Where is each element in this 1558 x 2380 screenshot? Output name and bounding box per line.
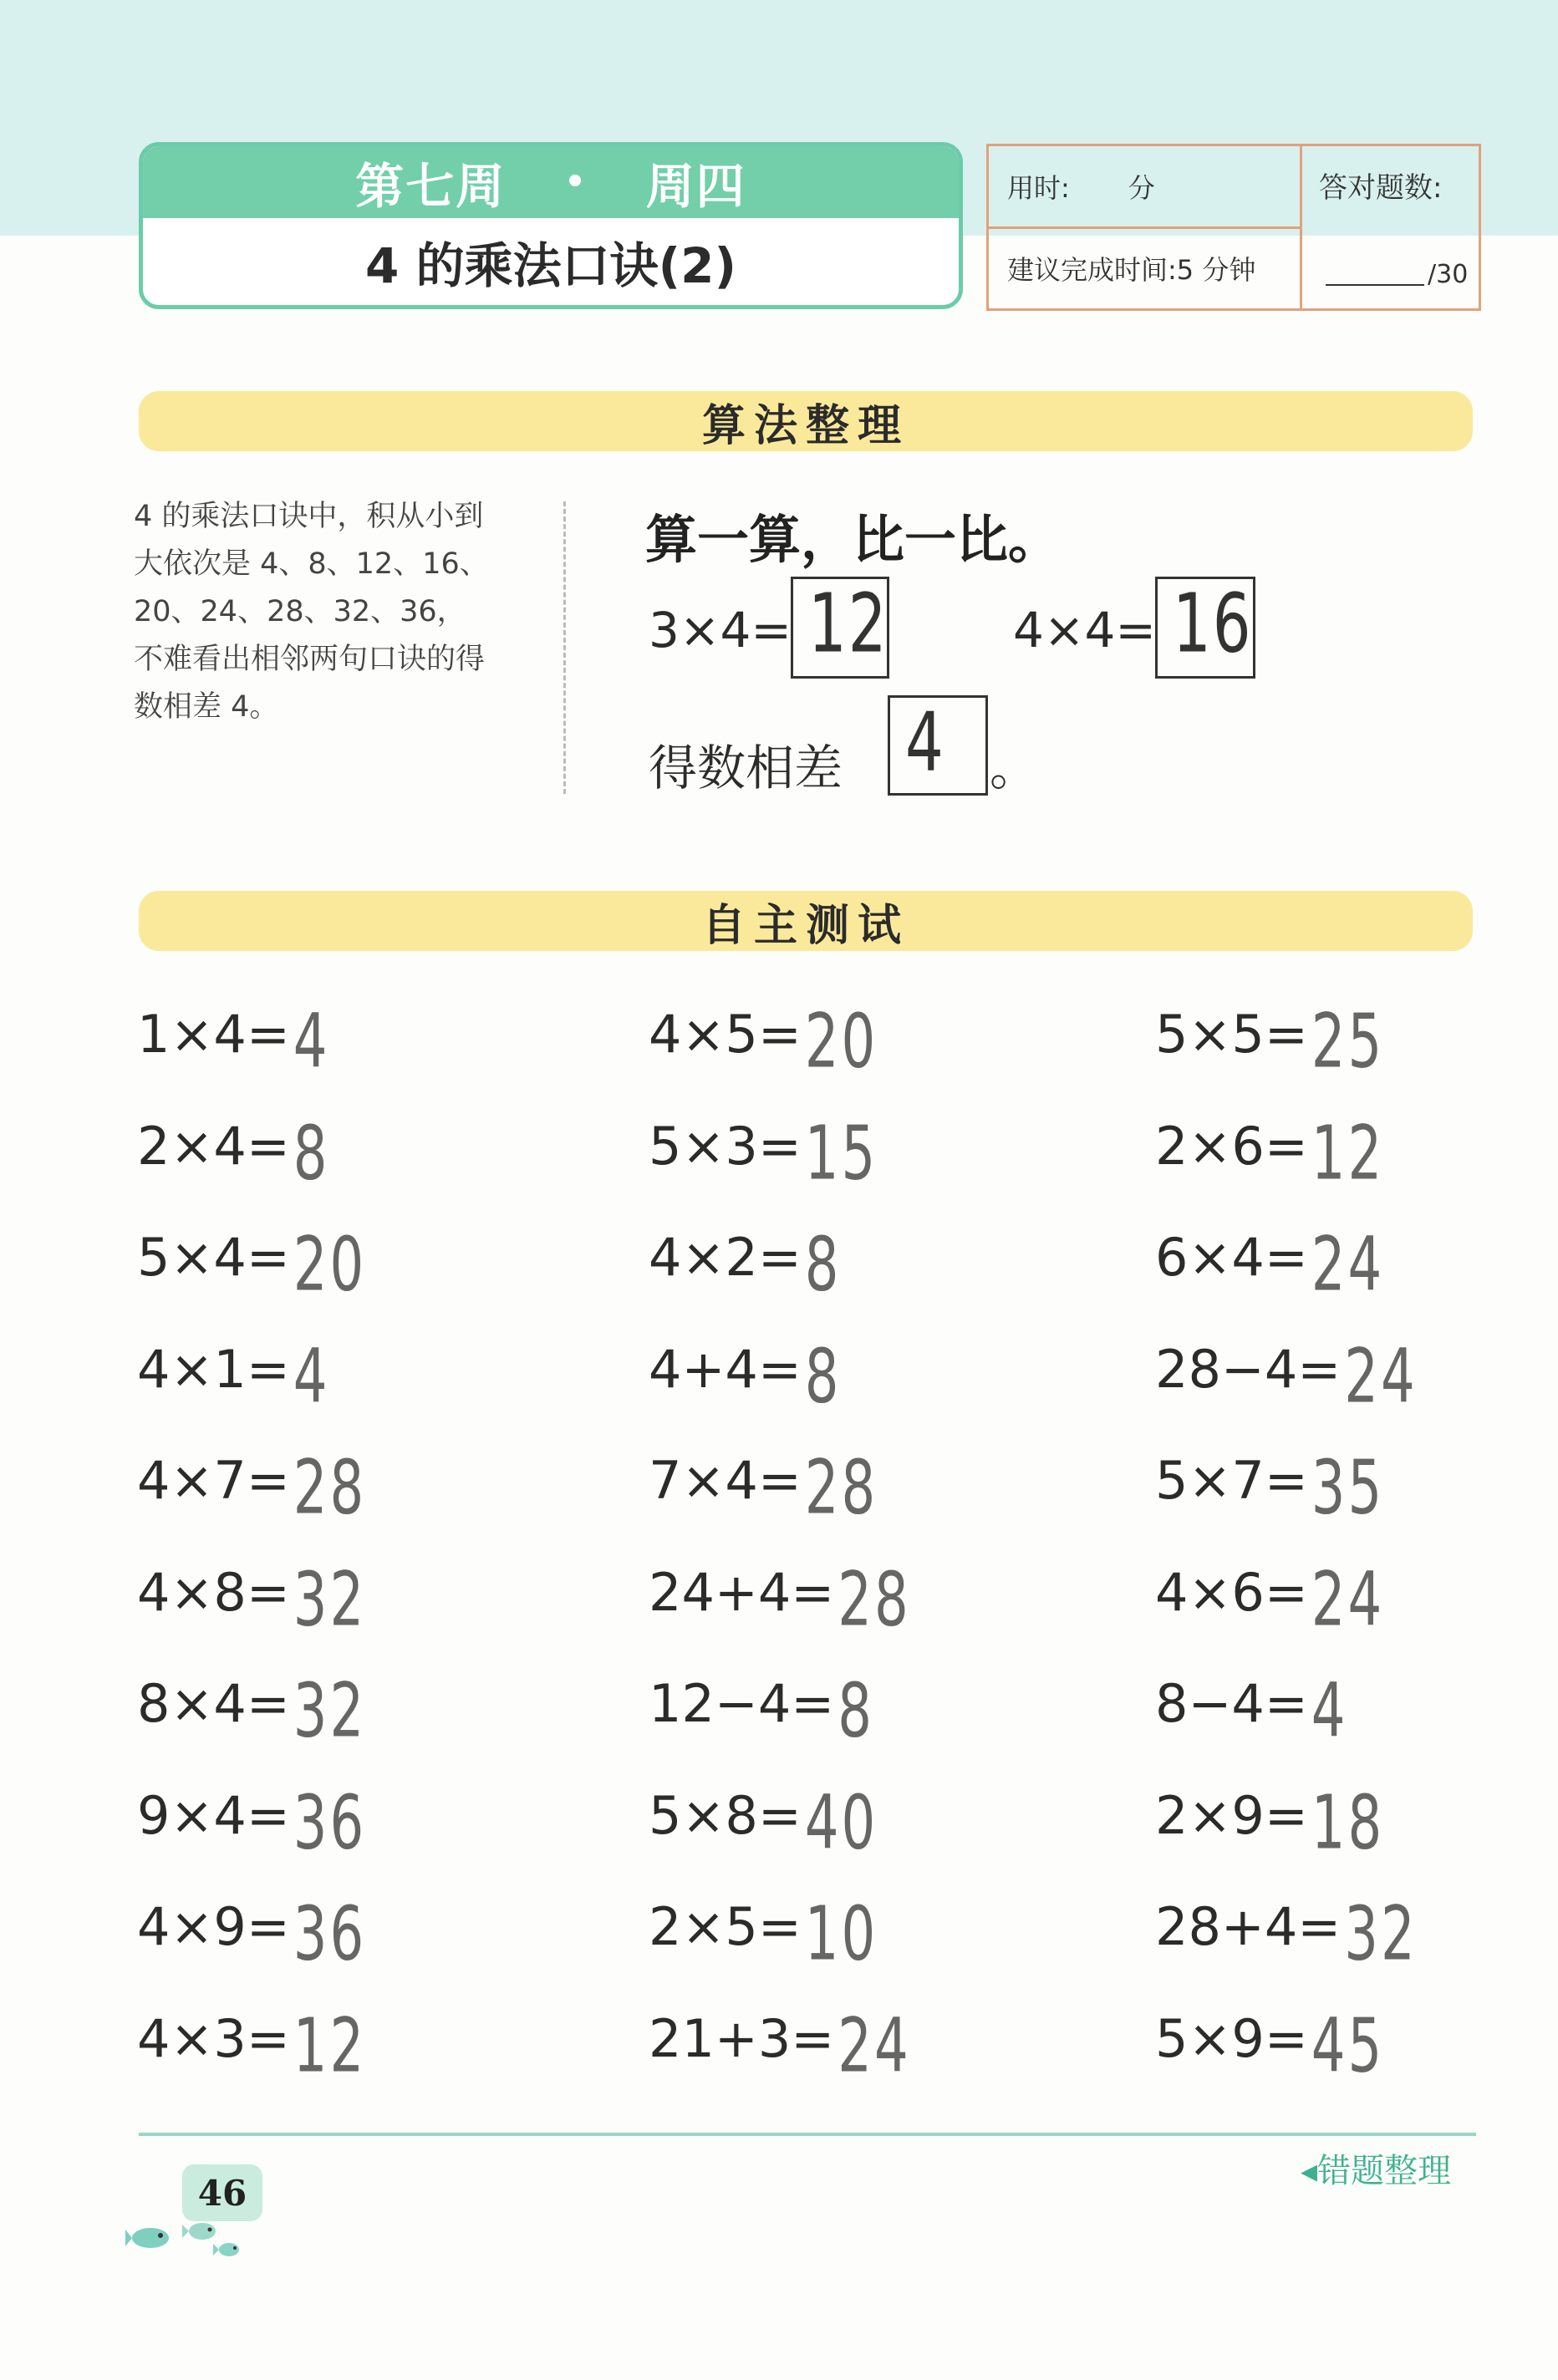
test-question: 2×9= [1155,1784,1308,1846]
test-answer: 24 [1311,1222,1385,1309]
test-question: 1×4= [137,1004,290,1065]
test-item [649,1668,874,1781]
test-question: 4×9= [137,1896,290,1957]
suggested-time-cell: 建议完成时间:5 分钟 [989,226,1300,309]
method-note: 4 的乘法口诀中，积从小到大依次是 4、8、12、16、20、24、28、32、36，不难看出相邻两句口诀的得数相差 4。 [134,500,489,724]
test-answer: 35 [1311,1445,1385,1532]
difference-label: 得数相差 [649,740,843,796]
answer-box-1 [791,577,889,679]
test-answer: 12 [293,2002,367,2090]
test-answer: 10 [804,1891,878,1978]
compare-equation-1: 3×4= [649,602,792,659]
answer-box-2 [1155,577,1255,679]
test-item [649,1447,878,1558]
test-item [1155,1891,1418,2004]
test-question: 12−4= [649,1673,835,1734]
test-question: 8×4= [137,1673,290,1734]
test-question: 8−4= [1155,1673,1308,1734]
test-item [649,1110,878,1223]
test-question: 5×3= [649,1115,802,1177]
test-answer: 32 [293,1556,367,1644]
test-question: 7×4= [649,1450,802,1511]
test-item [1155,2002,1385,2116]
method-banner: 算法整理 [139,391,1473,451]
fish-decoration-icon [125,2213,251,2263]
test-answer: 15 [804,1110,878,1198]
test-answer: 32 [293,1668,367,1755]
test-answer: 8 [804,1333,842,1421]
test-question: 4×1= [137,1338,290,1400]
test-item [1155,1556,1385,1670]
test-answer: 8 [804,1222,842,1309]
test-item [1155,1668,1348,1781]
test-answer: 24 [838,2002,911,2090]
test-answer: 24 [1344,1333,1418,1421]
difference-period: 。 [990,740,1039,796]
test-item [137,2002,367,2116]
lesson-title: 4 的乘法口诀(2) [365,237,736,294]
test-answer: 32 [1344,1891,1418,1978]
test-answer: 8 [293,1110,330,1198]
test-item [649,1333,842,1447]
test-answer: 36 [293,1779,367,1867]
test-question: 4×7= [137,1450,290,1511]
test-item [1155,1224,1384,1335]
test-answer: 20 [293,1222,367,1309]
test-answer: 45 [1311,2002,1385,2090]
answer-1: 12 [808,576,888,671]
test-question: 5×7= [1155,1450,1308,1511]
test-answer: 28 [804,1445,878,1532]
test-item [137,1668,367,1781]
test-question: 5×9= [1155,2007,1308,2069]
test-question: 28−4= [1155,1338,1342,1400]
test-item [137,1891,367,2004]
score-total: /30 [1428,260,1469,289]
difference-box [888,695,988,796]
week-label: 第七周 [355,158,507,215]
test-item [137,1001,330,1111]
lesson-header [139,142,963,309]
test-question: 9×4= [137,1784,290,1846]
test-question: 24+4= [649,1561,835,1623]
test-question: 5×5= [1155,1004,1308,1065]
test-banner: 自主测试 [139,891,1473,951]
test-answer: 40 [804,1779,878,1867]
error-review-link[interactable]: ◂错题整理 [1301,2152,1452,2190]
separator-dot: • [564,163,588,201]
test-item [137,1779,367,1893]
correct-count-label: 答对题数: [1319,171,1443,205]
test-answer: 4 [293,999,330,1086]
test-question: 4×5= [649,1004,802,1065]
test-item [137,1556,367,1670]
test-answer: 28 [838,1556,911,1644]
test-item [137,1447,366,1558]
score-line [1326,260,1468,289]
test-answer: 4 [293,1333,330,1421]
test-question: 4×8= [137,1561,290,1623]
test-answer: 25 [1311,999,1385,1086]
test-item [649,1556,911,1670]
test-item [1155,1447,1384,1558]
week-day-bar [143,146,959,218]
dashed-divider [563,501,566,794]
test-question: 28+4= [1155,1896,1342,1957]
day-label: 周四 [645,158,746,215]
time-cells [989,146,1302,308]
time-used-label: 用时: [1007,171,1070,204]
test-answer: 4 [1311,1668,1348,1755]
test-answer: 24 [1311,1556,1385,1644]
footer-rule [139,2133,1476,2136]
test-question: 2×6= [1155,1115,1308,1177]
score-cell [1302,146,1479,308]
test-item [649,2002,911,2116]
compare-prompt: 算一算，比一比。 [645,509,1061,570]
test-item [137,1110,330,1223]
test-question: 2×5= [649,1896,802,1957]
test-answer: 20 [804,999,878,1086]
test-answer: 36 [293,1891,367,1978]
test-question: 4×3= [137,2007,290,2069]
test-question: 4+4= [649,1338,802,1400]
test-question: 2×4= [137,1115,290,1177]
compare-equation-2: 4×4= [1013,602,1156,659]
difference-answer: 4 [905,694,945,790]
test-answer: 28 [293,1445,367,1532]
score-blank [1326,284,1424,286]
test-item [649,1779,878,1893]
test-item [1155,1333,1418,1447]
test-item [137,1224,366,1335]
test-item [137,1333,330,1447]
test-question: 6×4= [1155,1227,1308,1288]
test-answer: 8 [838,1668,874,1755]
time-used-cell [989,146,1300,226]
test-question: 21+3= [649,2007,835,2069]
test-answer: 12 [1311,1110,1385,1198]
test-item [649,1224,842,1335]
progress-box [986,144,1481,311]
answer-2: 16 [1173,576,1253,671]
time-used-unit: 分 [1128,171,1155,204]
test-question: 5×8= [649,1784,802,1846]
test-item [649,1001,878,1111]
test-answer: 18 [1311,1779,1385,1867]
test-item [1155,1001,1384,1111]
test-question: 4×6= [1155,1561,1308,1623]
test-item [1155,1779,1385,1893]
test-item [649,1891,878,2004]
test-question: 5×4= [137,1227,290,1288]
test-item [1155,1110,1385,1223]
page-number: 46 [182,2164,262,2221]
test-question: 4×2= [649,1227,802,1288]
